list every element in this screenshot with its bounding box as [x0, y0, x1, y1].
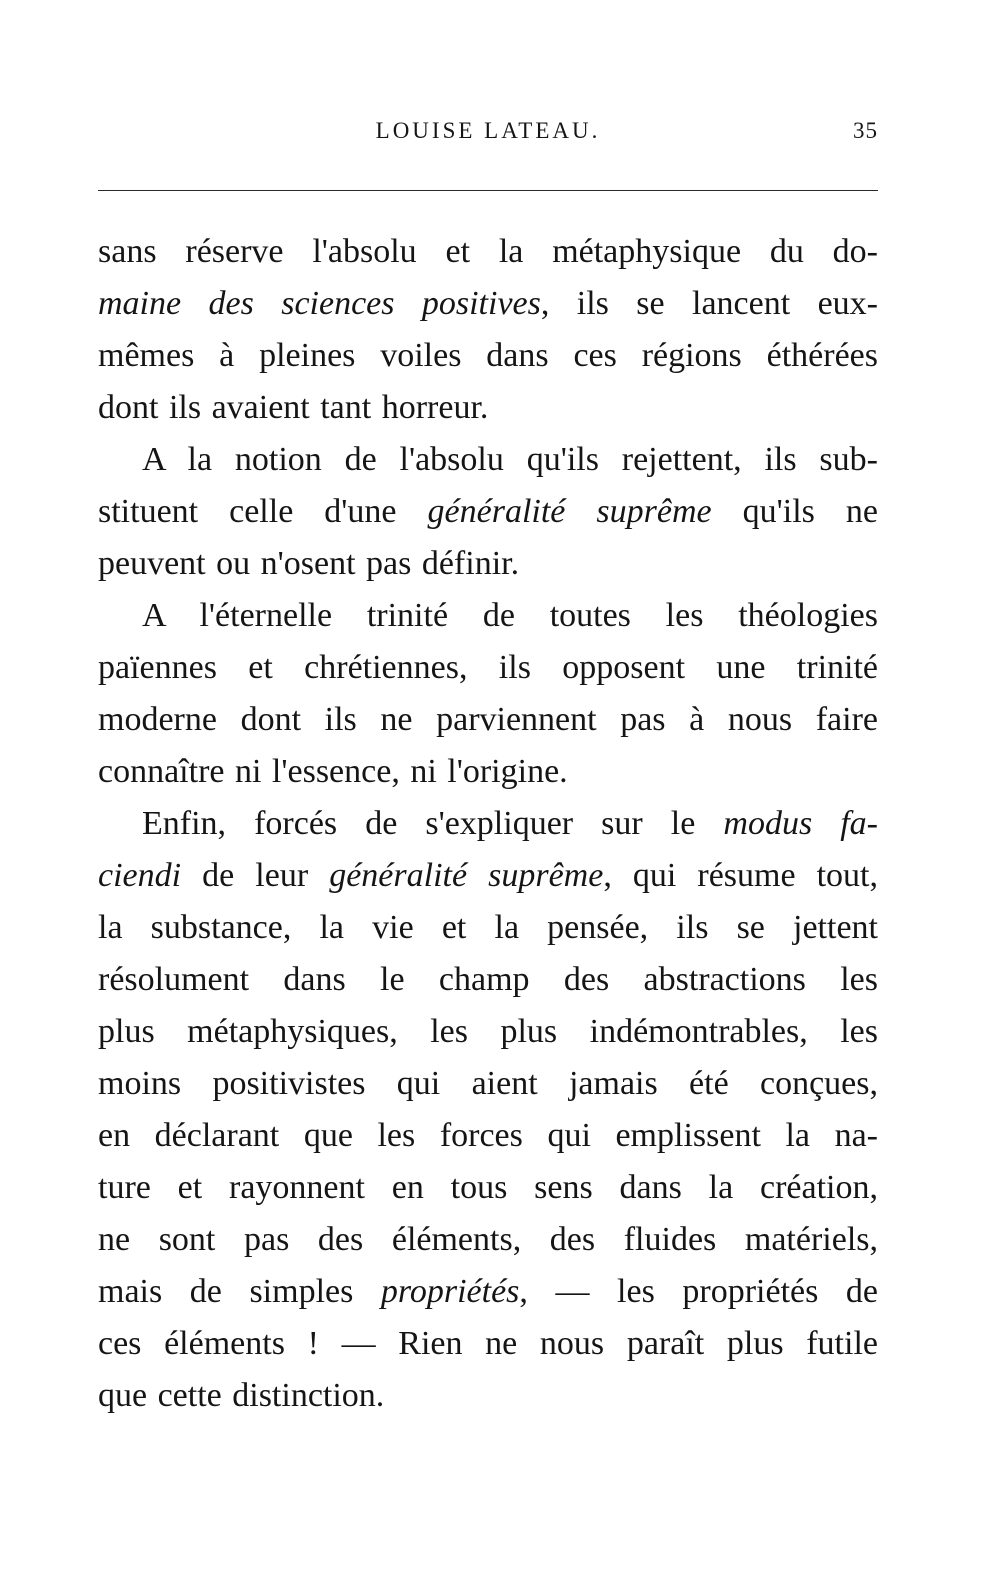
- text-run: que cette distinction.: [98, 1377, 385, 1414]
- text-line: [98, 1006, 878, 1058]
- text-line: [98, 538, 878, 590]
- italic-text: modus fa-: [723, 805, 879, 842]
- text-run: stituent celle d'une: [98, 493, 428, 530]
- text-run: A la notion de l'absolu qu'ils rejettent, ils sub-: [142, 441, 878, 478]
- text-run: ture et rayonnent en tous sens dans la création,: [98, 1169, 878, 1206]
- text-run: païennes et chrétiennes, ils opposent une trinité: [98, 649, 878, 686]
- running-head: [98, 118, 878, 158]
- text-line: [98, 330, 878, 382]
- text-run: , — les propriétés de: [519, 1273, 878, 1310]
- running-title: LOUISE LATEAU.: [375, 118, 601, 143]
- text-run: de leur: [181, 857, 330, 894]
- text-run: , qui résume tout,: [603, 857, 879, 894]
- paragraph: [98, 226, 878, 434]
- text-line: [98, 1058, 878, 1110]
- text-run: A l'éternelle trinité de toutes les théologies: [142, 597, 878, 634]
- text-line: [98, 1318, 878, 1370]
- text-run: mais de simples: [98, 1273, 381, 1310]
- page-number: 35: [853, 118, 878, 143]
- text-line: [98, 694, 878, 746]
- text-run: Enfin, forcés de s'expliquer sur le: [142, 805, 724, 842]
- text-line: [98, 1110, 878, 1162]
- text-line: [98, 746, 878, 798]
- text-line: [98, 850, 878, 902]
- text-line: [98, 798, 878, 850]
- body-text: [98, 226, 878, 1422]
- text-line: [98, 1266, 878, 1318]
- text-run: sans réserve l'absolu et la métaphysique du do-: [98, 233, 878, 270]
- text-line: [98, 590, 878, 642]
- paragraph: [98, 434, 878, 590]
- text-run: connaître ni l'essence, ni l'origine.: [98, 753, 568, 790]
- text-line: [98, 1214, 878, 1266]
- text-line: [98, 1162, 878, 1214]
- italic-text: généralité suprême: [329, 857, 604, 894]
- text-run: qu'ils ne: [711, 493, 878, 530]
- text-run: la substance, la vie et la pensée, ils se jettent: [98, 909, 878, 946]
- text-run: plus métaphysiques, les plus indémontrables, les: [98, 1013, 878, 1050]
- text-line: [98, 1370, 878, 1422]
- italic-text: ciendi: [98, 857, 182, 894]
- italic-text: généralité suprême: [427, 493, 712, 530]
- text-run: résolument dans le champ des abstractions les: [98, 961, 878, 998]
- header-rule: [98, 190, 878, 191]
- text-run: moderne dont ils ne parviennent pas à nous faire: [98, 701, 878, 738]
- italic-text: propriétés: [380, 1273, 520, 1310]
- paragraph: [98, 590, 878, 798]
- text-run: ne sont pas des éléments, des fluides matériels,: [98, 1221, 878, 1258]
- text-run: en déclarant que les forces qui emplissent la na-: [98, 1117, 878, 1154]
- text-run: peuvent ou n'osent pas définir.: [98, 545, 520, 582]
- text-line: [98, 486, 878, 538]
- text-line: [98, 642, 878, 694]
- text-line: [98, 954, 878, 1006]
- text-line: [98, 226, 878, 278]
- text-run: ces éléments ! — Rien ne nous paraît plus futile: [98, 1325, 878, 1362]
- text-run: dont ils avaient tant horreur.: [98, 389, 489, 426]
- italic-text: maine des sciences positives: [98, 285, 541, 322]
- paragraph: [98, 798, 878, 1422]
- text-run: moins positivistes qui aient jamais été conçues,: [98, 1065, 878, 1102]
- text-line: [98, 382, 878, 434]
- text-run: mêmes à pleines voiles dans ces régions éthérées: [98, 337, 878, 374]
- text-line: [98, 902, 878, 954]
- text-line: [98, 278, 878, 330]
- text-run: , ils se lancent eux-: [540, 285, 878, 322]
- text-line: [98, 434, 878, 486]
